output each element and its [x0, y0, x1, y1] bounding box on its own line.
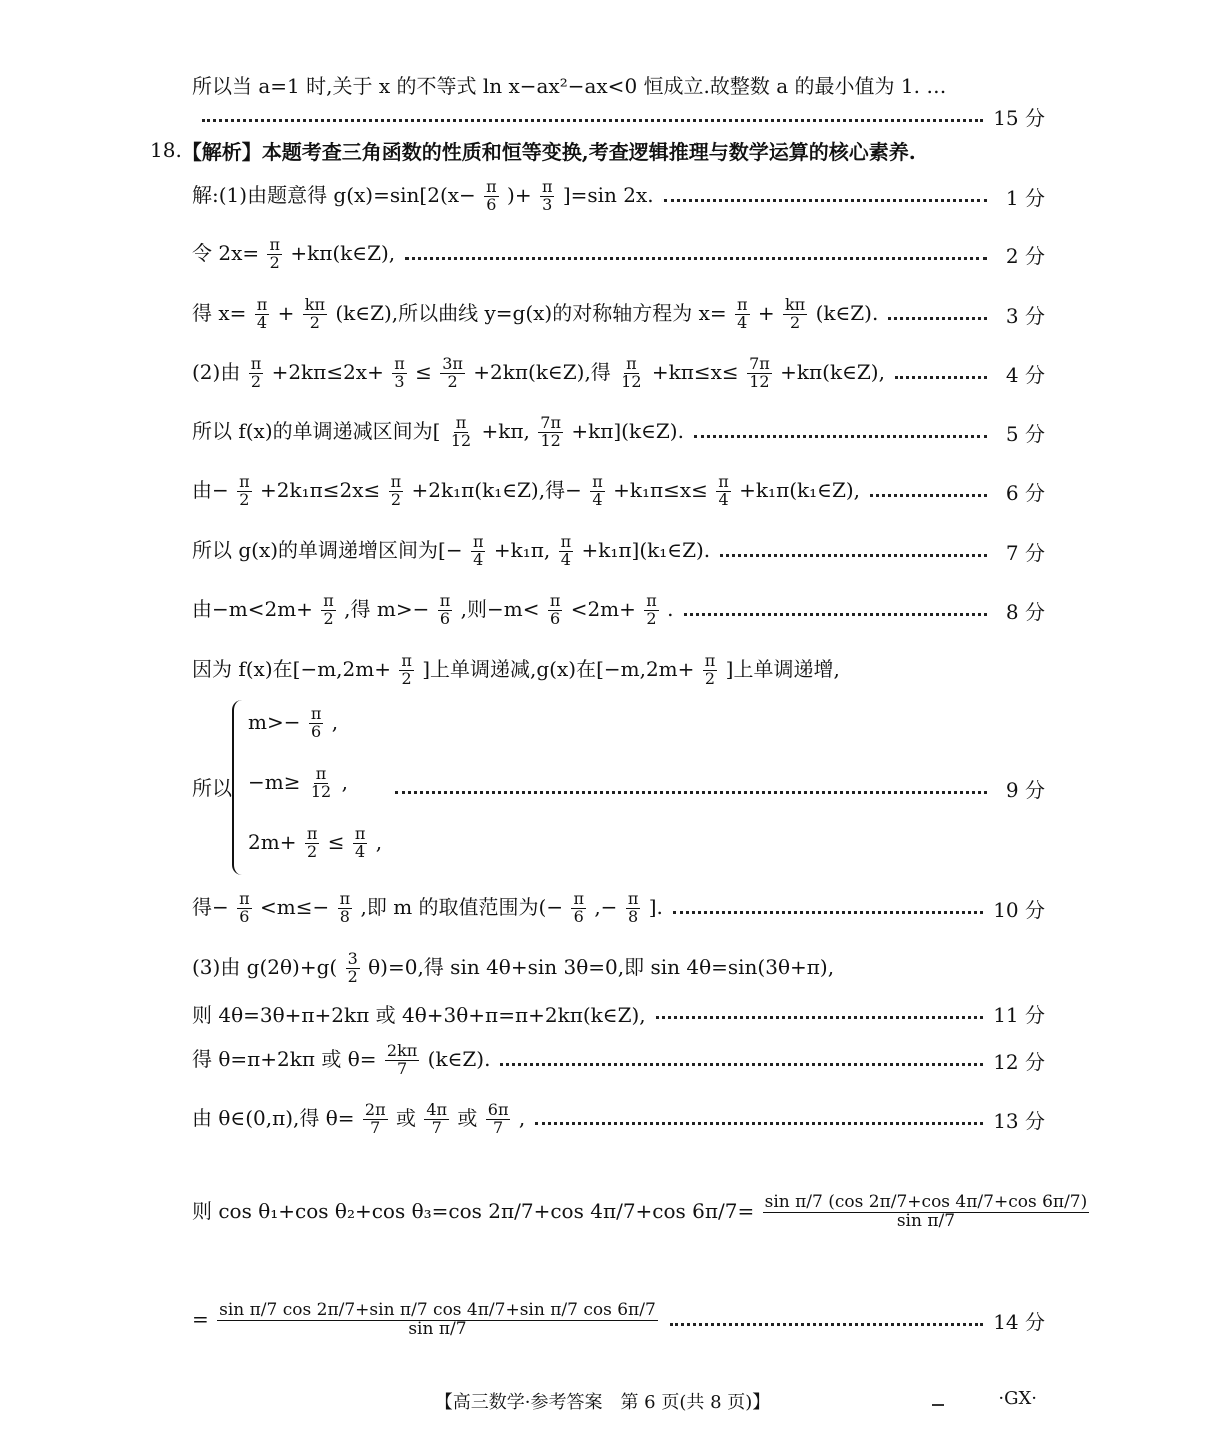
- fraction: [321, 590, 336, 628]
- denominator: 4: [473, 549, 484, 569]
- analysis-tag: 【解析】: [181, 139, 262, 164]
- text-seg: 或: [395, 1105, 416, 1130]
- footer-mark: [932, 1404, 944, 1406]
- text-seg: −m≥: [248, 769, 301, 794]
- dot-leader: [720, 554, 987, 557]
- text-seg: (k∈Z),所以曲线 y=g(x)的对称轴方程为 x=: [335, 300, 727, 325]
- denominator: 4: [592, 489, 603, 509]
- text-seg: (2)由: [192, 359, 241, 384]
- line-text: [192, 1191, 1091, 1231]
- text-seg: ,: [341, 769, 348, 794]
- text-seg: 得−: [192, 894, 229, 919]
- text-seg: ≤: [415, 359, 432, 384]
- fraction: [619, 353, 643, 391]
- numerator: π: [455, 412, 467, 432]
- numerator: π: [315, 764, 327, 783]
- solution-line: [192, 234, 1045, 274]
- score-label: 2 分: [1005, 243, 1045, 268]
- denominator: 12: [310, 781, 332, 801]
- denominator: 2: [646, 608, 657, 628]
- numerator: π: [646, 590, 657, 610]
- fraction: [305, 826, 320, 861]
- dot-leader: [670, 1323, 983, 1326]
- fraction: [338, 888, 353, 926]
- denominator: 2: [269, 252, 280, 272]
- fraction: [571, 888, 586, 926]
- denominator: 6: [573, 906, 584, 926]
- denominator: 12: [540, 430, 561, 450]
- solution-line: [192, 650, 1045, 690]
- fraction: [538, 412, 563, 450]
- text-seg: 因为 f(x)在[−m,2m+: [192, 656, 391, 681]
- text-seg: .: [667, 596, 674, 621]
- line-text: [192, 650, 840, 688]
- dot-leader: [405, 257, 987, 260]
- fraction: [783, 294, 807, 332]
- text-seg: 由 θ∈(0,π),得 θ=: [192, 1105, 355, 1130]
- footer-tag: ·GX·: [998, 1388, 1037, 1409]
- dot-leader: [500, 1063, 983, 1066]
- line-text: [192, 176, 654, 214]
- fraction: [548, 590, 563, 628]
- solution-line-part3: [192, 948, 1045, 988]
- fraction: [540, 176, 555, 214]
- text-seg: +2kπ≤2x+: [271, 359, 384, 384]
- score-label: 5 分: [1005, 421, 1045, 446]
- score-label: 14 分: [993, 1309, 1045, 1334]
- solution-line: [192, 531, 1045, 571]
- numerator: π: [390, 471, 402, 491]
- case-3: [248, 826, 382, 861]
- text-seg: +kπ](k∈Z).: [571, 418, 684, 443]
- solution-line: [192, 1280, 1045, 1360]
- denominator: 2: [790, 312, 801, 332]
- text-seg: <2m+: [570, 596, 636, 621]
- numerator: 7π: [749, 353, 770, 373]
- denominator: 7: [431, 1117, 442, 1137]
- line-text: [192, 471, 861, 509]
- numerator: 3: [347, 948, 358, 968]
- numerator: π: [250, 353, 262, 373]
- line-text: [192, 948, 835, 986]
- numerator: 7π: [540, 412, 561, 432]
- numerator: π: [439, 590, 451, 610]
- text-seg: m>−: [248, 709, 301, 734]
- system-label: 所以: [192, 776, 232, 800]
- numerator: π: [310, 704, 322, 723]
- text-seg: (k∈Z).: [427, 1046, 491, 1071]
- score-label: 4 分: [1005, 362, 1045, 387]
- numerator: π: [339, 888, 351, 908]
- denominator: 2: [323, 608, 334, 628]
- text-seg: (3)由 g(2θ)+g(: [192, 954, 338, 979]
- score-label: 11 分: [993, 1002, 1045, 1027]
- solution-line: [192, 1172, 1088, 1252]
- fraction: [346, 948, 360, 986]
- numerator: π: [736, 294, 748, 314]
- text-seg: ,: [518, 1105, 526, 1130]
- fraction: [559, 531, 574, 569]
- fraction: [626, 888, 641, 926]
- fraction: [703, 650, 718, 688]
- problem-number: 18.: [150, 138, 182, 162]
- solution-line: [192, 590, 1045, 630]
- numerator: π: [560, 531, 572, 551]
- score-label: 6 分: [1005, 480, 1045, 505]
- line-text: 所以当 a=1 时,关于 x 的不等式 ln x−ax²−ax<0 恒成立.故整数 a 的最小值为 1. …: [192, 73, 947, 98]
- text-seg: 由−: [192, 477, 229, 502]
- line-text: [192, 888, 663, 926]
- text-seg: )+: [507, 182, 532, 207]
- dot-leader: [888, 317, 987, 320]
- text-seg: +k₁π](k₁∈Z).: [581, 537, 711, 562]
- text-seg: =: [192, 1306, 209, 1331]
- score-label: 3 分: [1005, 303, 1045, 328]
- numerator: π: [256, 294, 268, 314]
- footer-page-info: 【高三数学·参考答案 第 6 页(共 8 页)】: [434, 1392, 771, 1413]
- text-seg: <m≤−: [260, 894, 330, 919]
- dot-leader: [895, 376, 987, 379]
- score-label: 10 分: [993, 897, 1045, 922]
- numerator: π: [394, 353, 405, 373]
- solution-line: [192, 1040, 1045, 1080]
- text-seg: ,: [331, 709, 339, 734]
- fraction: [353, 826, 368, 861]
- denominator: 2: [390, 489, 401, 509]
- analysis-text: 本题考查三角函数的性质和恒等变换,考查逻辑推理与数学运算的核心素养.: [261, 139, 916, 164]
- numerator: π: [627, 888, 639, 908]
- fraction: [716, 471, 731, 509]
- text-seg: +: [757, 300, 775, 325]
- denominator: 4: [718, 489, 729, 509]
- fraction: [484, 176, 499, 214]
- line-text: [192, 1040, 491, 1078]
- denominator: 4: [560, 549, 571, 569]
- denominator: 2: [447, 371, 458, 391]
- numerator: 4π: [426, 1099, 448, 1119]
- numerator: π: [401, 650, 412, 670]
- text-seg: +k₁π(k₁∈Z),: [739, 477, 861, 502]
- fraction: [449, 412, 473, 450]
- fraction: [424, 1099, 449, 1137]
- text-seg: (k∈Z).: [815, 300, 879, 325]
- denominator: 12: [450, 430, 472, 450]
- text-seg: ]上单调递增,: [725, 656, 840, 681]
- numerator: kπ: [784, 294, 806, 314]
- solution-line: [192, 471, 1045, 511]
- score-label: 8 分: [1005, 599, 1045, 624]
- text-seg: +kπ≤x≤: [651, 359, 739, 384]
- text-seg: 得 x=: [192, 300, 247, 325]
- text-seg: +: [277, 300, 295, 325]
- denominator: 8: [627, 906, 639, 926]
- numerator: π: [573, 888, 584, 908]
- line-text: [192, 590, 674, 628]
- fraction: [399, 650, 414, 688]
- dot-leader: [656, 1016, 984, 1019]
- numerator: π: [626, 353, 637, 373]
- line-text: [192, 1299, 660, 1339]
- fraction: [471, 531, 486, 569]
- text-seg: 2m+: [248, 829, 297, 854]
- denominator: 4: [737, 312, 748, 332]
- line-text: [192, 412, 684, 450]
- denominator: 3: [394, 371, 405, 391]
- numerator: 2π: [364, 1099, 386, 1119]
- numerator: 6π: [487, 1099, 509, 1119]
- numerator: π: [549, 590, 561, 610]
- score-label: 9 分: [1005, 777, 1045, 802]
- text-seg: +kπ(k∈Z),: [780, 359, 885, 384]
- numerator: π: [354, 824, 366, 843]
- denominator: 6: [486, 194, 497, 214]
- denominator: 12: [749, 371, 770, 391]
- denominator: 2: [401, 668, 412, 688]
- dot-leader: [535, 1122, 983, 1125]
- dot-leader: [395, 791, 987, 794]
- text-seg: ,得 m>−: [344, 596, 430, 621]
- text-seg: ]=sin 2x.: [562, 182, 654, 207]
- fraction: [303, 294, 327, 332]
- text-seg: +kπ,: [481, 418, 530, 443]
- fraction: [486, 1099, 511, 1137]
- score-label: 15 分: [993, 105, 1045, 130]
- numerator: π: [592, 471, 603, 491]
- text-seg: 所以 f(x)的单调递减区间为[: [192, 418, 441, 443]
- dot-leader: [202, 119, 983, 122]
- fraction: [438, 590, 453, 628]
- fraction: [735, 294, 750, 332]
- denominator: 7: [370, 1117, 381, 1137]
- denominator: 4: [354, 841, 366, 861]
- denominator: 7: [397, 1058, 408, 1078]
- line-text: [192, 294, 879, 332]
- fraction: [249, 353, 264, 391]
- denominator: 2: [347, 966, 358, 986]
- fraction: [255, 294, 270, 332]
- big-fraction: [217, 1299, 658, 1339]
- denominator: 6: [311, 721, 322, 741]
- denominator: 3: [542, 194, 553, 214]
- text-seg: +2kπ(k∈Z),得: [473, 359, 611, 384]
- left-brace: [232, 700, 244, 875]
- fraction: [389, 471, 404, 509]
- text-seg: 由−m<2m+: [192, 596, 313, 621]
- dot-leader: [870, 494, 987, 497]
- numerator: π: [269, 234, 280, 254]
- numerator: π: [541, 176, 553, 196]
- denominator: 7: [493, 1117, 504, 1137]
- fraction: [237, 471, 252, 509]
- text-seg: +kπ(k∈Z),: [290, 240, 396, 265]
- problem-18-heading: [150, 130, 1045, 170]
- numerator: 3π: [442, 353, 463, 373]
- numerator: π: [704, 650, 716, 670]
- page-footer: [0, 1388, 1205, 1418]
- line-text: [192, 531, 711, 569]
- numerator: π: [323, 590, 334, 610]
- denominator: 6: [439, 608, 451, 628]
- denominator: 12: [621, 371, 642, 391]
- numerator: π: [718, 471, 729, 491]
- denominator: 2: [704, 668, 716, 688]
- numerator: sin π/7 (cos 2π/7+cos 4π/7+cos 6π/7): [764, 1191, 1088, 1212]
- score-label: 13 分: [993, 1108, 1045, 1133]
- fraction: [309, 706, 324, 741]
- dot-leader: [664, 199, 987, 202]
- denominator: 2: [250, 371, 262, 391]
- text-seg: 令 2x=: [192, 240, 260, 265]
- solution-line: [192, 993, 1045, 1033]
- text-seg: 则 cos θ₁+cos θ₂+cos θ₃=cos 2π/7+cos 4π/7+cos 6π/7=: [192, 1198, 755, 1223]
- denominator: 8: [339, 906, 350, 926]
- fraction: [385, 1040, 419, 1078]
- line-text: [192, 353, 885, 391]
- score-label: 1 分: [1005, 185, 1045, 210]
- text-seg: +2k₁π(k₁∈Z),得−: [411, 477, 582, 502]
- denominator: 6: [239, 906, 250, 926]
- solution-line: [192, 412, 1045, 452]
- text-seg: ,则−m<: [460, 596, 540, 621]
- dot-leader: [694, 435, 987, 438]
- dot-leader: [673, 911, 983, 914]
- denominator: 2: [239, 489, 250, 509]
- text-seg: 解:(1)由题意得 g(x)=sin[2(x−: [192, 182, 476, 207]
- text-seg: 得 θ=π+2kπ 或 θ=: [192, 1046, 377, 1071]
- text-seg: 或: [457, 1105, 478, 1130]
- denominator: 2: [306, 841, 318, 861]
- score-label: 7 分: [1005, 540, 1045, 565]
- text-seg: +2k₁π≤2x≤: [260, 477, 381, 502]
- text-seg: ].: [648, 894, 663, 919]
- denominator: 2: [309, 312, 320, 332]
- solution-line-part1: [192, 176, 1045, 216]
- text-seg: +k₁π≤x≤: [613, 477, 708, 502]
- fraction: [644, 590, 659, 628]
- text-seg: 所以 g(x)的单调递增区间为[−: [192, 537, 463, 562]
- text-seg: θ)=0,得 sin 4θ+sin 3θ=0,即 sin 4θ=sin(3θ+π),: [368, 954, 835, 979]
- fraction: [440, 353, 465, 391]
- fraction: [363, 1099, 388, 1137]
- case-2: [248, 766, 348, 801]
- fraction: [267, 234, 282, 272]
- case-1: [248, 706, 338, 741]
- dot-leader: [684, 613, 988, 616]
- denominator: sin π/7: [408, 1318, 467, 1339]
- numerator: π: [486, 176, 497, 196]
- numerator: sin π/7 cos 2π/7+sin π/7 cos 4π/7+sin π/7 cos 6π/7: [219, 1299, 656, 1320]
- solution-line: [192, 1099, 1045, 1139]
- text-seg: ,即 m 的取值范围为(−: [360, 894, 564, 919]
- big-fraction: [763, 1191, 1090, 1231]
- numerator: 2kπ: [386, 1040, 418, 1060]
- denominator: 6: [549, 608, 561, 628]
- solution-line: [192, 888, 1045, 928]
- text-seg: ≤: [327, 829, 345, 854]
- fraction: [237, 888, 252, 926]
- fraction: [747, 353, 772, 391]
- numerator: π: [239, 888, 250, 908]
- numerator: π: [472, 531, 484, 551]
- solution-line: [385, 768, 1045, 808]
- fraction: [309, 766, 333, 801]
- fraction: [392, 353, 407, 391]
- denominator: 4: [256, 312, 268, 332]
- numerator: kπ: [304, 294, 325, 314]
- score-label: 12 分: [993, 1049, 1045, 1074]
- solution-line-part2: [192, 353, 1045, 393]
- line-text: 则 4θ=3θ+π+2kπ 或 4θ+3θ+π=π+2kπ(k∈Z),: [192, 1002, 646, 1027]
- text-seg: ]上单调递减,g(x)在[−m,2m+: [422, 656, 695, 681]
- line-text: [192, 1099, 526, 1137]
- text-seg: ,−: [594, 894, 618, 919]
- text-seg: +k₁π,: [493, 537, 551, 562]
- numerator: π: [239, 471, 250, 491]
- text-seg: ,: [375, 829, 383, 854]
- numerator: π: [306, 824, 318, 843]
- solution-line: [192, 294, 1045, 334]
- fraction: [590, 471, 605, 509]
- denominator: sin π/7: [896, 1210, 956, 1231]
- line-text: [192, 234, 396, 272]
